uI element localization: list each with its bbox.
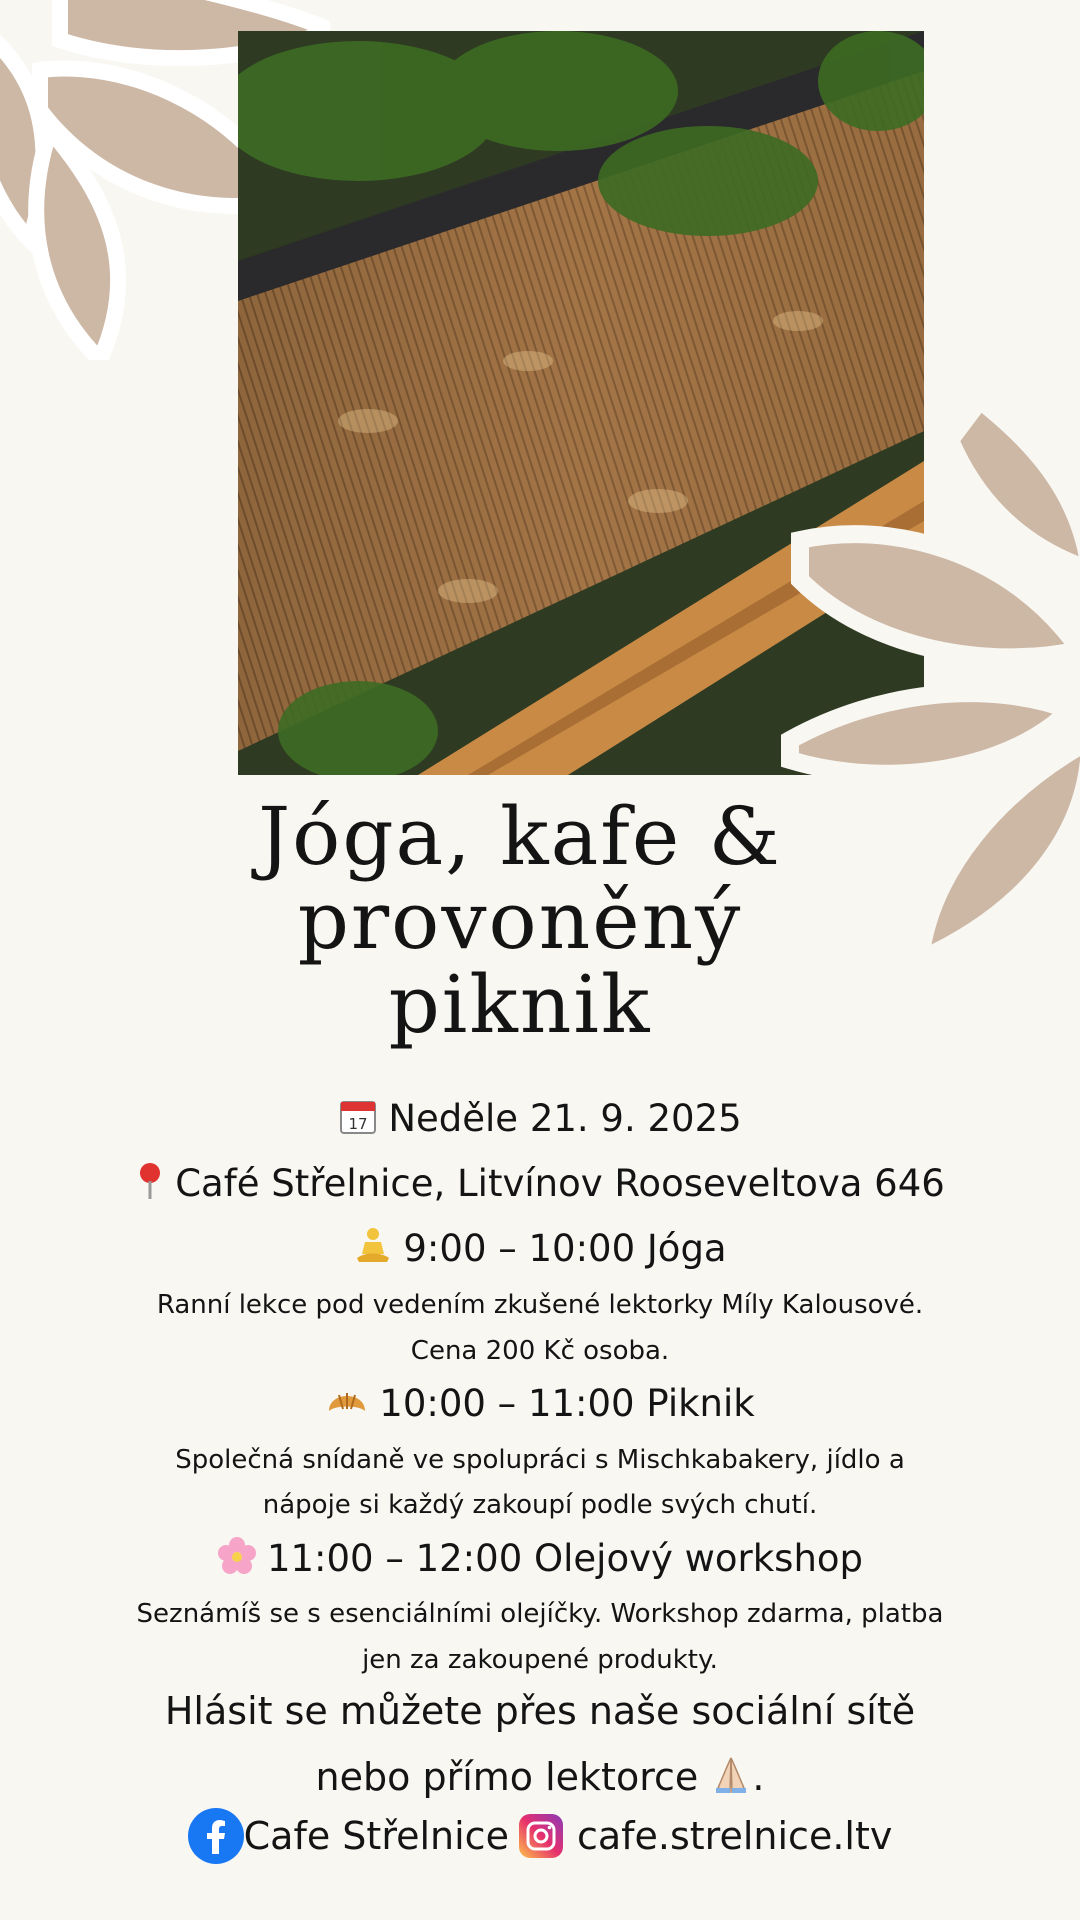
program-workshop-heading (0, 1536, 1080, 1585)
cta-line-2-suffix: . (752, 1755, 765, 1799)
program-workshop-desc-1: Seznámíš se s esenciálními olejíčky. Workshop zdarma, platba (136, 1599, 944, 1629)
program-workshop-text: 11:00 – 12:00 Olejový workshop (266, 1537, 864, 1580)
social-links (0, 1805, 1080, 1867)
flower-icon (217, 1536, 257, 1585)
program-picnic-text: 10:00 – 11:00 Piknik (379, 1382, 755, 1425)
instagram-icon[interactable] (519, 1814, 563, 1858)
event-date (0, 1096, 1080, 1145)
event-title (0, 790, 1040, 1051)
event-location (0, 1161, 1080, 1210)
program-yoga-desc-1: Ranní lekce pod vedením zkušené lektorky Míly Kalousové. (156, 1290, 924, 1320)
program-yoga-heading (0, 1226, 1080, 1275)
event-location-text: Café Střelnice, Litvínov Rooseveltova 646 (175, 1162, 945, 1205)
title-line-1: Jóga, kafe & (258, 790, 782, 883)
instagram-handle[interactable]: cafe.strelnice.ltv (576, 1814, 893, 1858)
program-yoga-text: 9:00 – 10:00 Jóga (403, 1227, 727, 1270)
facebook-icon[interactable] (188, 1808, 244, 1864)
cta-line-1: Hlásit se můžete přes naše sociální sítě (164, 1689, 916, 1733)
event-date-text: Neděle 21. 9. 2025 (388, 1097, 742, 1140)
program-picnic-heading (0, 1381, 1080, 1430)
croissant-icon (325, 1381, 369, 1430)
program-picnic-desc-1: Společná snídaně ve spolupráci s Mischkabakery, jídlo a (175, 1445, 905, 1475)
title-line-2: provoněný (297, 874, 743, 967)
program-yoga-desc-2: Cena 200 Kč osoba. (410, 1336, 670, 1366)
program-workshop-desc-2: jen za zakoupené produkty. (362, 1645, 718, 1675)
cta-line-2 (0, 1754, 1080, 1805)
program-picnic-desc-2: nápoje si každý zakoupí podle svých chutí. (262, 1490, 818, 1520)
svg-text:17: 17 (348, 1115, 368, 1133)
title-line-3: piknik (388, 958, 652, 1051)
praying-hands-icon (710, 1754, 752, 1805)
cta-line-2-text: nebo přímo lektorce (315, 1755, 699, 1799)
pin-icon (135, 1161, 165, 1210)
facebook-handle[interactable]: Cafe Střelnice (243, 1814, 509, 1858)
yoga-icon (353, 1226, 393, 1275)
calendar-icon (338, 1096, 378, 1145)
